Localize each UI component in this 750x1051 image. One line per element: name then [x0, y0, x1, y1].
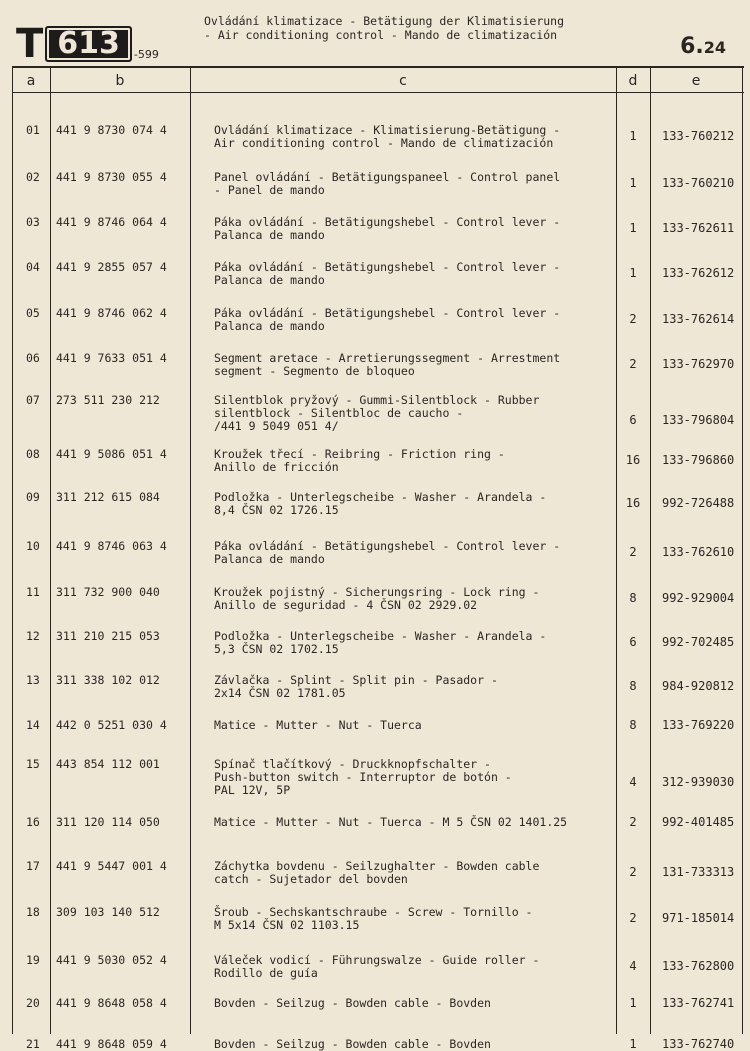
part-description — [214, 997, 491, 1010]
part-description — [214, 586, 539, 612]
part-number: 441 9 8648 059 4 — [56, 1037, 167, 1051]
part-description — [214, 394, 539, 433]
column-header-a: a — [26, 73, 36, 89]
description-line: Panel ovládání - Betätigungspaneel - Control panel — [214, 170, 561, 184]
column-header-c: c — [399, 73, 407, 89]
part-description — [214, 816, 567, 829]
part-description — [214, 261, 560, 287]
position-number: 04 — [26, 260, 40, 274]
description-line: Anillo de seguridad - 4 ČSN 02 2929.02 — [214, 598, 478, 612]
quantity: 1 — [629, 129, 637, 143]
position-number: 12 — [26, 629, 40, 643]
part-number: 442 0 5251 030 4 — [56, 718, 167, 732]
part-description — [214, 216, 560, 242]
part-number: 273 511 230 212 — [56, 393, 160, 407]
position-number: 03 — [26, 215, 40, 229]
column-header-b: b — [115, 73, 125, 89]
description-line: 8,4 ČSN 02 1726.15 — [214, 503, 339, 517]
description-line: Palanca de mando — [214, 273, 325, 287]
description-line: /441 9 5049 051 4/ — [214, 419, 339, 433]
catalog-code: 133-796804 — [662, 413, 735, 427]
logo-model: 613 — [45, 26, 132, 62]
quantity: 2 — [629, 312, 637, 326]
description-line: Silentblok pryžový - Gummi-Silentblock - Rubber — [214, 393, 540, 407]
part-description — [214, 448, 505, 474]
catalog-code: 133-762800 — [662, 959, 735, 973]
description-line: segment - Segmento de bloqueo — [214, 364, 415, 378]
part-description — [214, 758, 512, 797]
description-line: Segment aretace - Arretierungssegment - Arrestment — [214, 351, 561, 365]
description-line: Závlačka - Splint - Split pin - Pasador - — [214, 673, 498, 687]
quantity: 6 — [629, 413, 637, 427]
part-number: 441 9 2855 057 4 — [56, 260, 167, 274]
catalog-code: 133-762611 — [662, 221, 735, 235]
quantity: 1 — [629, 1037, 637, 1051]
position-number: 01 — [26, 123, 40, 137]
position-number: 15 — [26, 757, 40, 771]
position-number: 08 — [26, 447, 40, 461]
description-line: Páka ovládání - Betätigungshebel - Control lever - — [214, 215, 561, 229]
page-number-main: 6. — [680, 34, 704, 59]
catalog-code: 133-760210 — [662, 176, 735, 190]
page-number — [680, 34, 726, 59]
catalog-code: 133-760212 — [662, 129, 735, 143]
position-number: 16 — [26, 815, 40, 829]
catalog-code: 312-939030 — [662, 775, 735, 789]
position-number: 21 — [26, 1037, 40, 1051]
catalog-code: 133-762614 — [662, 312, 735, 326]
position-number: 13 — [26, 673, 40, 687]
quantity: 6 — [629, 635, 637, 649]
parts-table — [12, 66, 744, 1051]
description-line: Páka ovládání - Betätigungshebel - Control lever - — [214, 539, 561, 553]
position-number: 17 — [26, 859, 40, 873]
part-description — [214, 630, 546, 656]
quantity: 4 — [629, 775, 637, 789]
description-line: Páka ovládání - Betätigungshebel - Control lever - — [214, 260, 561, 274]
quantity: 2 — [629, 545, 637, 559]
description-line: PAL 12V, 5P — [214, 783, 291, 797]
column-header-d: d — [628, 73, 638, 89]
catalog-code: 984-920812 — [662, 679, 735, 693]
quantity: 1 — [629, 176, 637, 190]
part-number: 441 9 5447 001 4 — [56, 859, 167, 873]
position-number: 02 — [26, 170, 40, 184]
page-number-sub: 24 — [703, 38, 726, 57]
description-line: 5,3 ČSN 02 1702.15 — [214, 642, 339, 656]
position-number: 20 — [26, 996, 40, 1010]
part-number: 443 854 112 001 — [56, 757, 160, 771]
position-number: 19 — [26, 953, 40, 967]
quantity: 16 — [625, 453, 641, 467]
logo-suffix: -599 — [133, 48, 159, 61]
quantity: 1 — [629, 266, 637, 280]
description-line: Palanca de mando — [214, 319, 325, 333]
page-title — [204, 14, 644, 42]
quantity: 1 — [629, 996, 637, 1010]
part-number: 441 9 7633 051 4 — [56, 351, 167, 365]
part-number: 441 9 8746 064 4 — [56, 215, 167, 229]
description-line: Šroub - Sechskantschraube - Screw - Tornillo - — [214, 905, 533, 919]
header-divider — [12, 92, 744, 93]
position-number: 14 — [26, 718, 40, 732]
part-description — [214, 171, 560, 197]
title-line-1: Ovládání klimatizace - Betätigung der Klimatisierung — [204, 14, 565, 28]
position-number: 09 — [26, 490, 40, 504]
description-line: Palanca de mando — [214, 552, 325, 566]
column-divider — [650, 68, 651, 1034]
part-number: 441 9 8648 058 4 — [56, 996, 167, 1010]
column-divider — [50, 68, 51, 1034]
column-header-e: e — [691, 73, 701, 89]
description-line: Ovládání klimatizace - Klimatisierung-Betätigung - — [214, 123, 561, 137]
catalog-code: 992-401485 — [662, 815, 735, 829]
quantity: 4 — [629, 959, 637, 973]
part-description — [214, 540, 560, 566]
part-number: 441 9 8746 063 4 — [56, 539, 167, 553]
part-number: 441 9 8730 055 4 — [56, 170, 167, 184]
catalog-code: 133-762610 — [662, 545, 735, 559]
quantity: 8 — [629, 591, 637, 605]
part-number: 311 732 900 040 — [56, 585, 160, 599]
part-number: 309 103 140 512 — [56, 905, 160, 919]
catalog-code: 133-762612 — [662, 266, 735, 280]
part-description — [214, 954, 539, 980]
catalog-code: 133-769220 — [662, 718, 735, 732]
part-number: 441 9 5030 052 4 — [56, 953, 167, 967]
catalog-code: 133-762740 — [662, 1037, 735, 1051]
table-border-right — [742, 68, 743, 1034]
position-number: 07 — [26, 393, 40, 407]
quantity: 2 — [629, 357, 637, 371]
catalog-code: 992-726488 — [662, 496, 735, 510]
description-line: Palanca de mando — [214, 228, 325, 242]
table-border-left — [12, 68, 13, 1034]
description-line: Push-button switch - Interruptor de botón - — [214, 770, 512, 784]
description-line: Záchytka bovdenu - Seilzughalter - Bowden cable — [214, 859, 540, 873]
catalog-code: 133-796860 — [662, 453, 735, 467]
description-line: catch - Sujetador del bovden — [214, 872, 408, 886]
catalog-code: 133-762970 — [662, 357, 735, 371]
quantity: 8 — [629, 679, 637, 693]
description-line: Matice - Mutter - Nut - Tuerca - M 5 ČSN 02 1401.25 — [214, 815, 568, 829]
logo-letter: T — [16, 21, 42, 67]
description-line: Bovden - Seilzug - Bowden cable - Bovden — [214, 996, 491, 1010]
description-line: 2x14 ČSN 02 1781.05 — [214, 686, 346, 700]
page-header — [12, 12, 742, 68]
description-line: Rodillo de guía — [214, 966, 318, 980]
part-description — [214, 1038, 491, 1051]
catalog-code: 992-702485 — [662, 635, 735, 649]
tatra-logo — [16, 21, 159, 67]
catalog-code: 992-929004 — [662, 591, 735, 605]
position-number: 05 — [26, 306, 40, 320]
description-line: - Panel de mando — [214, 183, 325, 197]
quantity: 8 — [629, 718, 637, 732]
part-description — [214, 674, 498, 700]
part-number: 311 120 114 050 — [56, 815, 160, 829]
part-number: 441 9 8746 062 4 — [56, 306, 167, 320]
part-number: 441 9 5086 051 4 — [56, 447, 167, 461]
part-description — [214, 860, 539, 886]
position-number: 10 — [26, 539, 40, 553]
description-line: M 5x14 ČSN 02 1103.15 — [214, 918, 360, 932]
part-number: 311 212 615 084 — [56, 490, 160, 504]
part-description — [214, 719, 422, 732]
description-line: Podložka - Unterlegscheibe - Washer - Arandela - — [214, 629, 547, 643]
quantity: 1 — [629, 221, 637, 235]
catalog-code: 131-733313 — [662, 865, 735, 879]
description-line: Podložka - Unterlegscheibe - Washer - Arandela - — [214, 490, 547, 504]
position-number: 18 — [26, 905, 40, 919]
quantity: 2 — [629, 815, 637, 829]
description-line: Air conditioning control - Mando de climatización — [214, 136, 554, 150]
catalog-code: 971-185014 — [662, 911, 735, 925]
description-line: Matice - Mutter - Nut - Tuerca — [214, 718, 422, 732]
part-number: 311 210 215 053 — [56, 629, 160, 643]
quantity: 2 — [629, 865, 637, 879]
part-description — [214, 352, 560, 378]
part-description — [214, 307, 560, 333]
part-number: 311 338 102 012 — [56, 673, 160, 687]
catalog-code: 133-762741 — [662, 996, 735, 1010]
description-line: Kroužek pojistný - Sicherungsring - Lock ring - — [214, 585, 540, 599]
part-description — [214, 906, 533, 932]
position-number: 06 — [26, 351, 40, 365]
title-line-2: - Air conditioning control - Mando de climatización — [204, 28, 558, 42]
description-line: Spínač tlačítkový - Druckknopfschalter - — [214, 757, 491, 771]
quantity: 2 — [629, 911, 637, 925]
column-divider — [190, 68, 191, 1034]
description-line: Bovden - Seilzug - Bowden cable - Bovden — [214, 1037, 491, 1051]
part-description — [214, 124, 560, 150]
position-number: 11 — [26, 585, 40, 599]
description-line: Páka ovládání - Betätigungshebel - Control lever - — [214, 306, 561, 320]
description-line: Váleček vodicí - Führungswalze - Guide roller - — [214, 953, 540, 967]
description-line: silentblock - Silentbloc de caucho - — [214, 406, 464, 420]
part-description — [214, 491, 546, 517]
description-line: Kroužek třecí - Reibring - Friction ring - — [214, 447, 505, 461]
part-number: 441 9 8730 074 4 — [56, 123, 167, 137]
quantity: 16 — [625, 496, 641, 510]
description-line: Anillo de fricción — [214, 460, 339, 474]
